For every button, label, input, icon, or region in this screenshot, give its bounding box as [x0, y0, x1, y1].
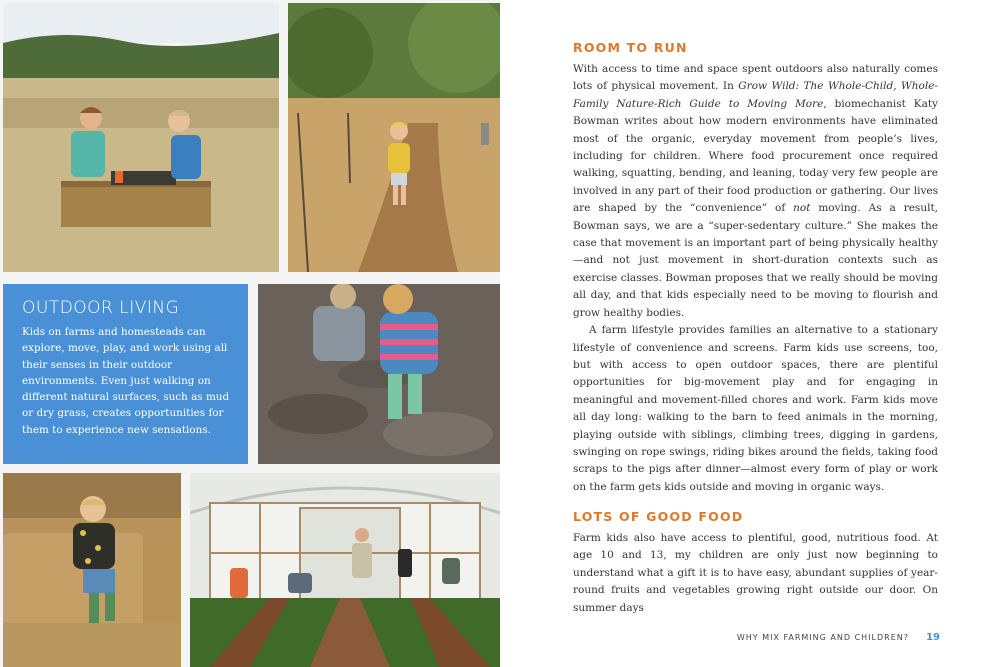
- sidebar-body: Kids on farms and homesteads can explore, move, play, and work using all their senses in their outdoor environments. Even just walking on different natural surfaces, such as mud or dry grass, creates opportunities for them to experience new sensations.: [22, 326, 230, 436]
- outdoor-living-sidebar: [3, 284, 248, 464]
- section-body-lots-of-good-food: [573, 530, 938, 617]
- text-run: With access to time and space spent outdoors also naturally comes lots of physical movement. In: [573, 63, 938, 93]
- page-number: 19: [926, 632, 940, 643]
- photo-toddler-climbing-hay: [3, 473, 181, 667]
- photo-child-running-in-field: [288, 3, 500, 272]
- paragraph: Farm kids also have access to plentiful, good, nutritious food. At age 10 and 13, my children are only just now beginning to understand what a gift it is to have easy, abundant supplies of year-round fruits and vegetables growing right outside our door. On summer days: [573, 532, 938, 614]
- text-run: moving. As a result, Bowman says, we are a “super-sedentary culture.” She makes the case that movement is an important part of being physically healthy—and not just movement in short-duration contexts such as exercise classes. Bowman proposes that we really should be moving all day, and that kids especially need to be moving to flourish and grow healthy bodies.: [573, 202, 938, 319]
- photo-greenhouse-garden: [190, 473, 500, 667]
- right-page: [500, 0, 1000, 667]
- photo-kids-in-mud: [258, 284, 500, 464]
- sidebar-title: OUTDOOR LIVING: [22, 298, 180, 318]
- page-footer: [737, 625, 940, 644]
- paragraph: [573, 61, 938, 322]
- section-heading-lots-of-good-food: LOTS OF GOOD FOOD: [573, 509, 744, 524]
- paragraph: A farm lifestyle provides families an alternative to a stationary lifestyle of convenience and screens. Farm kids use screens, too, but with access to open outdoor spaces, there are plentiful opportunities for big-movement play and for engaging in meaningful and movement-filled chores and work. Farm kids move all day long: walking to the barn to feed animals in the morning, playing outside with siblings, climbing trees, digging in gardens, swinging on rope swings, riding bikes around the fields, taking food scraps to the pigs after dinner—almost every form of play or work on the farm gets kids outside and moving in organic ways.: [573, 324, 938, 493]
- text-run: , biomechanist Katy Bowman writes about how modern environments have eliminated most of the organic, everyday movement from people’s lives, including for children. Where food procurement once required walking, squatting, bending, and leaning, today very few people are involved in any part of their food production or gathering. Our lives are shaped by the “convenience” of: [573, 97, 938, 215]
- emphasis: not: [793, 202, 811, 215]
- section-body-room-to-run: [573, 61, 938, 496]
- section-heading-room-to-run: ROOM TO RUN: [573, 40, 688, 55]
- book-title: Grow Wild: The Whole-Child, Whole-Family Nature-Rich Guide to Moving More: [573, 80, 938, 110]
- photo-boys-on-hay-bale: [3, 3, 279, 272]
- running-head: WHY MIX FARMING AND CHILDREN?: [736, 633, 909, 642]
